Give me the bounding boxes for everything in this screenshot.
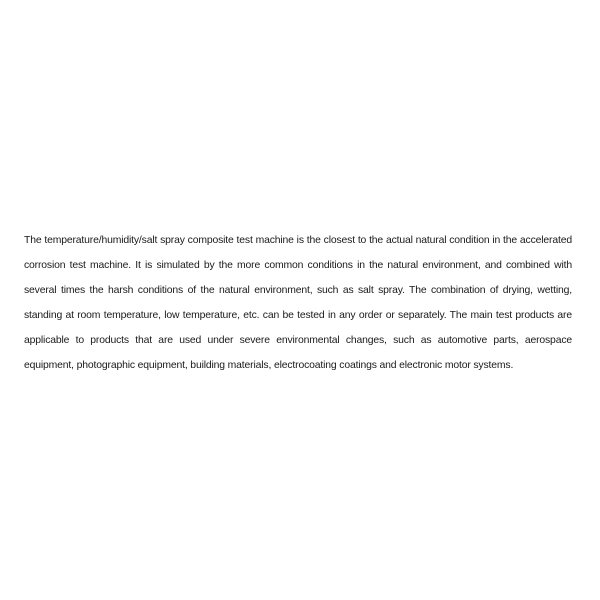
description-paragraph: The temperature/humidity/salt spray composite test machine is the closest to the actual natural condition in the accelerated corrosion test machine. It is simulated by the more common conditions in the natural environment, and combined with several times the harsh conditions of the natural environment, such as salt spray. The combination of drying, wetting, standing at room temperature, low temperature, etc. can be tested in any order or separately. The main test products are applicable to products that are used under severe environmental changes, such as automotive parts, aerospace equipment, photographic equipment, building materials, electrocoating coatings and electronic motor systems.: [24, 235, 572, 371]
